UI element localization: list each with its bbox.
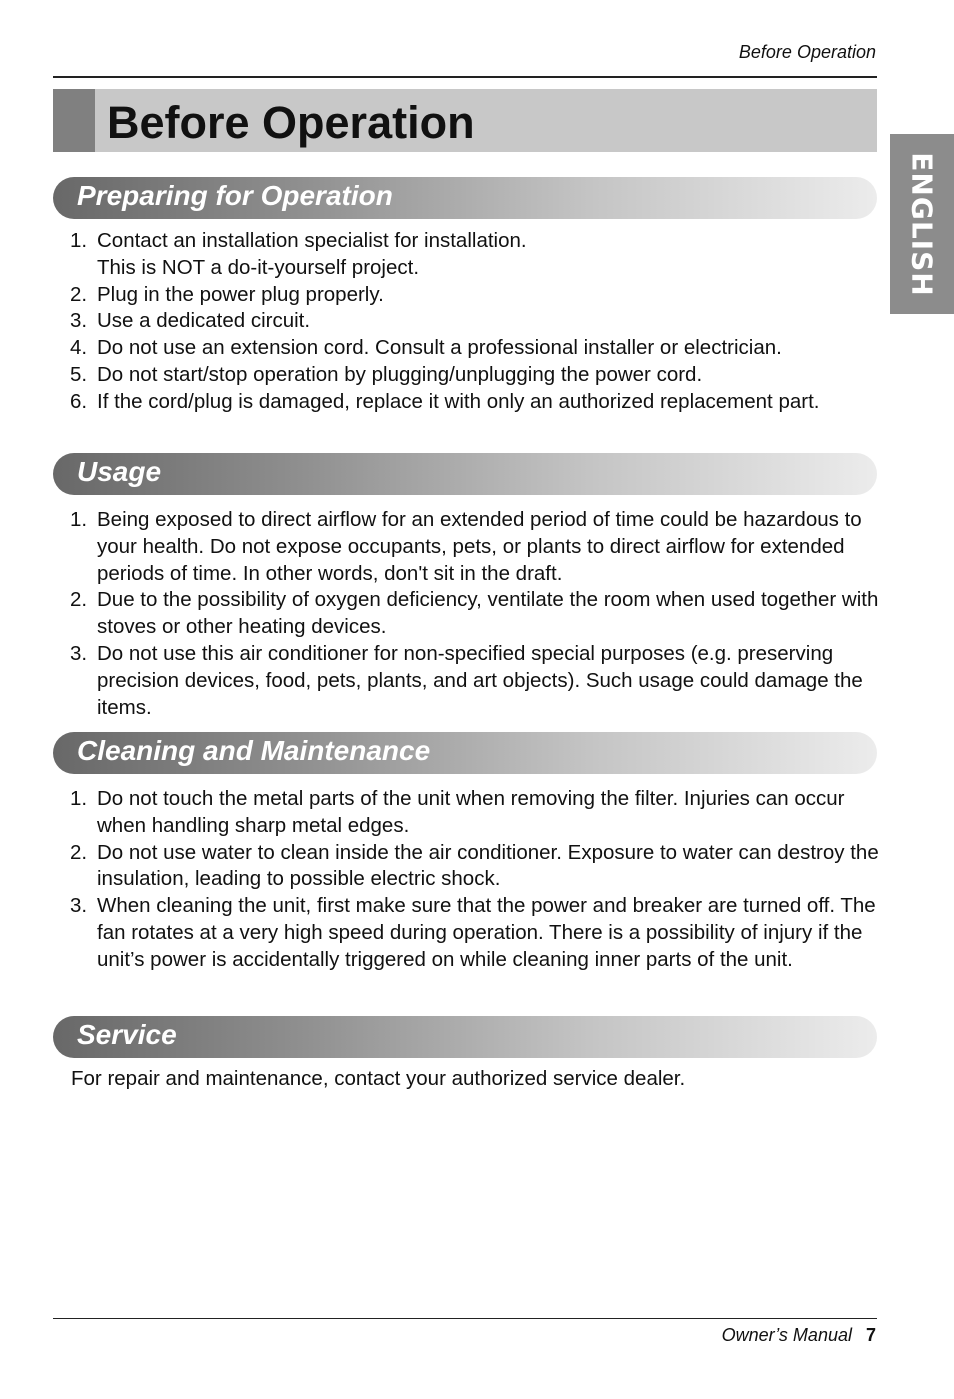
section-heading-label: Cleaning and Maintenance	[77, 735, 431, 766]
language-tab	[890, 134, 954, 314]
item-number: 3.	[70, 894, 88, 918]
item-text: Due to the possibility of oxygen deficiency, ventilate the room when used together with stoves or other heating devices.	[97, 588, 879, 639]
item-number: 2.	[70, 840, 88, 864]
section-heading-service	[53, 1016, 877, 1058]
list-item	[70, 389, 880, 416]
item-number: 1.	[70, 787, 88, 810]
list-item	[70, 840, 880, 894]
title-band	[53, 89, 877, 152]
item-number: 3.	[70, 309, 88, 333]
usage-list	[70, 507, 880, 721]
list-item	[70, 282, 880, 309]
running-header: Before Operation	[738, 42, 876, 62]
top-divider	[53, 76, 877, 78]
item-number: 1.	[70, 508, 88, 531]
language-tab-label: ENGLISH	[905, 151, 939, 297]
list-item	[70, 507, 880, 587]
service-text: For repair and maintenance, contact your authorized service dealer.	[71, 1067, 686, 1090]
item-text: Use a dedicated circuit.	[97, 309, 311, 333]
preparing-list	[70, 228, 880, 416]
footer-label: Owner’s Manual	[721, 1325, 852, 1345]
footer	[722, 1325, 876, 1346]
item-text: Do not use this air conditioner for non-specified special purposes (e.g. preserving precision devices, food, pets, plants, and art objects). Such usage could damage the items.	[97, 641, 863, 719]
item-text: Do not start/stop operation by plugging/unplugging the power cord.	[97, 362, 703, 386]
list-item	[70, 587, 880, 641]
item-number: 2.	[70, 282, 88, 306]
section-heading-usage	[53, 453, 877, 495]
section-heading-label: Usage	[77, 456, 162, 487]
item-number: 1.	[70, 229, 88, 252]
bottom-divider	[53, 1318, 877, 1319]
list-item	[70, 308, 880, 335]
section-heading-preparing	[53, 177, 877, 219]
section-heading-cleaning	[53, 732, 877, 774]
item-text: Contact an installation specialist for installation.	[97, 229, 527, 252]
list-item	[70, 228, 880, 282]
list-item	[70, 335, 880, 362]
list-item	[70, 786, 880, 840]
item-text: If the cord/plug is damaged, replace it with only an authorized replacement part.	[97, 389, 820, 413]
list-item	[70, 893, 880, 973]
title-marker-block	[53, 89, 95, 152]
item-text-continued: This is NOT a do-it-yourself project.	[97, 255, 420, 279]
section-heading-label: Service	[77, 1019, 177, 1050]
page-title: Before Operation	[107, 97, 475, 148]
item-text: When cleaning the unit, first make sure that the power and breaker are turned off. The fan rotates at a very high speed during operation. There is a possibility of injury if the unit’s power is accidentally triggered on while cleaning inner parts of the unit.	[97, 894, 876, 971]
item-text: Do not use water to clean inside the air conditioner. Exposure to water can destroy the insulation, leading to possible electric shock.	[97, 840, 879, 891]
item-number: 2.	[70, 588, 88, 612]
section-heading-label: Preparing for Operation	[77, 180, 393, 211]
item-text: Being exposed to direct airflow for an extended period of time could be hazardous to your health. Do not expose occupants, pets, or plants to direct airflow for extended periods of time. In other words, don't sit in the draft.	[97, 508, 862, 585]
item-text: Plug in the power plug properly.	[97, 282, 384, 306]
page-number: 7	[865, 1325, 876, 1345]
item-number: 4.	[70, 336, 88, 360]
item-number: 5.	[70, 362, 88, 386]
item-text: Do not use an extension cord. Consult a professional installer or electrician.	[97, 336, 782, 360]
item-text: Do not touch the metal parts of the unit when removing the filter. Injuries can occur when handling sharp metal edges.	[97, 787, 845, 837]
list-item	[70, 362, 880, 389]
item-number: 6.	[70, 389, 88, 413]
cleaning-list	[70, 786, 880, 974]
list-item	[70, 641, 880, 721]
item-number: 3.	[70, 641, 88, 665]
